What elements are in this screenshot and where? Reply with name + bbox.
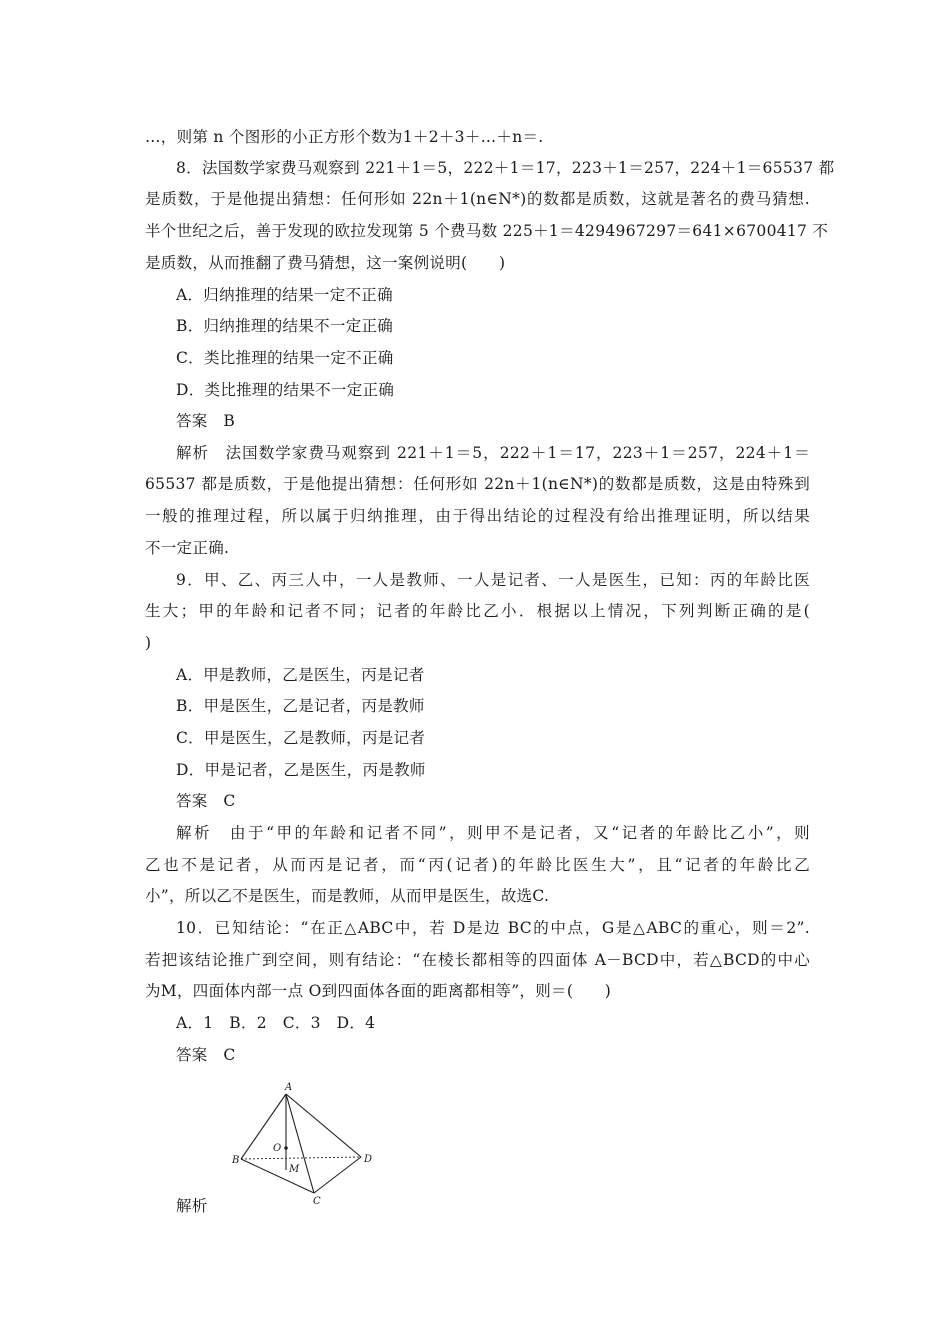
text-line: 半个世纪之后，善于发现的欧拉发现第 5 个费马数 225＋1＝4294967297＝641×6700417 不 <box>145 222 829 240</box>
question-9-line: 9．甲、乙、丙三人中，一人是教师、一人是记者、一人是医生，已知：丙的年龄比医 <box>176 571 810 589</box>
edge-cd <box>314 1157 361 1193</box>
option-c: C．甲是医生，乙是教师，丙是记者 <box>176 729 426 747</box>
option-d: D．类比推理的结果不一定正确 <box>176 381 395 399</box>
text-line: 若把该结论推广到空间，则有结论：“在棱长都相等的四面体 A－BCD中，若△BCD的中心 <box>145 951 810 969</box>
option-b: B．归纳推理的结果不一定正确 <box>176 317 394 335</box>
text-line: 小”，所以乙不是医生，而是教师，从而甲是医生，故选C. <box>145 887 550 905</box>
label-b: B <box>232 1155 240 1166</box>
tetrahedron-figure <box>228 1078 388 1208</box>
text-line: 一般的推理过程，所以属于归纳推理，由于得出结论的过程没有给出推理证明，所以结果 <box>145 507 810 525</box>
text-line: 生大；甲的年龄和记者不同；记者的年龄比乙小．根据以上情况，下列判断正确的是( <box>145 602 810 620</box>
label-o: O <box>273 1143 282 1154</box>
analysis-line: 解析 由于“甲的年龄和记者不同”，则甲不是记者，又“记者的年龄比乙小”，则 <box>176 824 810 842</box>
edge-bc <box>241 1159 314 1193</box>
option-c: C．类比推理的结果一定不正确 <box>176 349 394 367</box>
point-o <box>284 1146 288 1150</box>
question-10-line: 10．已知结论：“在正△ABC中，若 D是边 BC的中点，G是△ABC的重心，则＝2”. <box>176 919 810 937</box>
tetrahedron-diagram <box>228 1078 388 1208</box>
label-d: D <box>364 1154 373 1165</box>
edge-ad <box>286 1094 361 1157</box>
option-a: A．甲是教师，乙是医生，丙是记者 <box>176 666 425 684</box>
question-8-line: 8．法国数学家费马观察到 221＋1＝5，222＋1＝17，223＋1＝257，224＋1＝65537 都 <box>176 159 835 177</box>
text-line: 是质数，从而推翻了费马猜想，这一案例说明( ) <box>145 254 506 272</box>
text-line: …，则第 n 个图形的小正方形个数为1＋2＋3＋…＋n＝. <box>145 128 544 146</box>
text-line: 乙也不是记者，从而丙是记者，而“丙(记者)的年龄比医生大”，且“记者的年龄比乙 <box>145 856 810 874</box>
option-b: B．甲是医生，乙是记者，丙是教师 <box>176 697 425 715</box>
label-c: C <box>313 1196 321 1207</box>
analysis-label: 解析 <box>176 1197 208 1215</box>
edge-ac <box>286 1094 314 1193</box>
text-line: 为M，四面体内部一点 O到四面体各面的距离都相等”，则＝( ) <box>145 982 612 1000</box>
analysis-line: 解析 法国数学家费马观察到 221＋1＝5，222＋1＝17，223＋1＝257，224＋1＝ <box>176 444 810 462</box>
answer-line: 答案 B <box>176 412 236 430</box>
text-line: 不一定正确. <box>145 539 230 557</box>
option-d: D．甲是记者，乙是医生，丙是教师 <box>176 761 426 779</box>
text-line: ) <box>145 634 152 652</box>
text-line: 65537 都是质数，于是他提出猜想：任何形如 22n＋1(n∈N*)的数都是质数，这是由特殊到 <box>145 475 810 493</box>
answer-line: 答案 C <box>176 792 236 810</box>
label-m: M <box>289 1164 300 1175</box>
option-a: A．归纳推理的结果一定不正确 <box>176 286 393 304</box>
edge-bd-hidden <box>241 1157 361 1159</box>
text-line: 是质数，于是他提出猜想：任何形如 22n＋1(n∈N*)的数都是质数，这就是著名的费马猜想. <box>145 190 810 208</box>
answer-line: 答案 C <box>176 1046 236 1064</box>
options-line: A．1 B．2 C．3 D．4 <box>176 1014 376 1032</box>
label-a: A <box>285 1082 293 1093</box>
